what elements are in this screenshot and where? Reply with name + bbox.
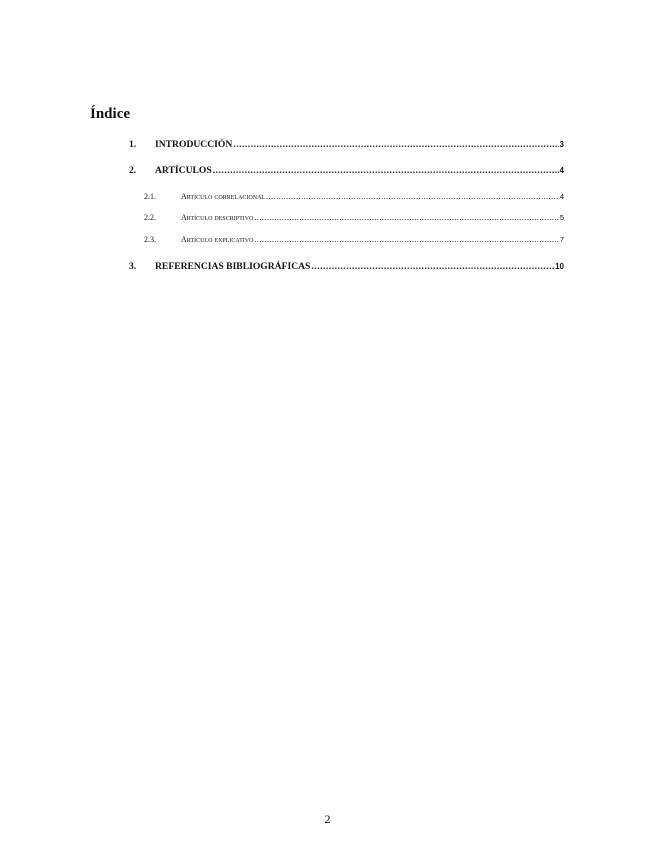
toc-entry-page: 4 [559,166,564,175]
toc-entry-label: REFERENCIAS BIBLIOGRÁFICAS [155,261,311,272]
toc-entry-page: 10 [555,262,564,271]
toc-entry-number: 2.2. [144,213,156,222]
dot-leader [213,165,559,176]
toc-entry-page: 4 [559,192,564,201]
page-title: Índice [90,106,131,122]
toc-entry-referencias[interactable] [129,261,564,272]
toc-entry-number: 2.3. [144,235,156,244]
dot-leader [233,139,558,150]
toc-entry-page: 5 [559,213,564,222]
page-number: 2 [324,812,331,826]
toc-entry-number: 3. [129,261,137,272]
toc-entry-number: 1. [129,139,137,150]
toc-entry-page: 7 [559,235,564,244]
toc-entry-articulo-descriptivo[interactable] [144,213,564,222]
toc-entry-articulo-correlacional[interactable] [144,192,564,201]
toc-entry-page: 3 [559,140,564,149]
toc-entry-label: ARTÍCULOS [155,165,212,176]
toc-entry-articulo-explicativo[interactable] [144,235,564,244]
dot-leader [266,192,559,201]
dot-leader [254,235,558,244]
toc-entry-number: 2. [129,165,137,176]
toc-entry-label: Artículo explicativo [181,235,254,244]
toc-entry-articulos[interactable] [129,165,564,176]
toc-entry-introduccion[interactable] [129,139,564,150]
dot-leader [254,213,558,222]
dot-leader [311,261,554,272]
toc-entry-label: Artículo descriptivo [181,213,254,222]
toc-entry-label: INTRODUCCIÓN [155,139,233,150]
toc-entry-number: 2.1. [144,192,156,201]
toc-entry-label: Artículo correlacional [181,192,266,201]
